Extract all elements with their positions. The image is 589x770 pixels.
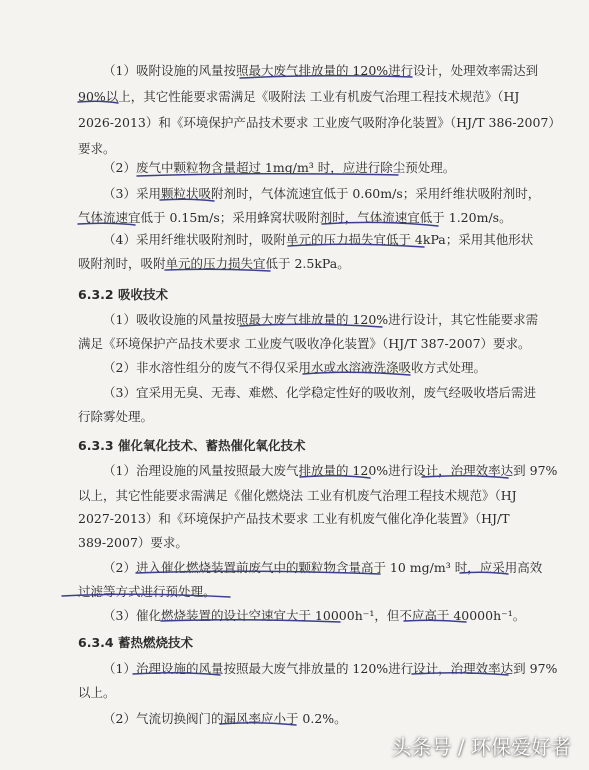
- p1-line3: 2026-2013）和《环境保护产品技术要求 工业废气吸附净化装置》（HJ/T 386-2007）: [78, 115, 561, 130]
- p6-line1: （2）非水溶性组分的废气不得仅采用水或水溶液洗涤吸收方式处理。: [103, 360, 486, 375]
- section-heading-6-3-3: 6.3.3 催化氧化技术、蓄热催化氧化技术: [78, 438, 306, 453]
- p12-line1: （2）气流切换阀门的漏风率应小于 0.2%。: [103, 711, 347, 726]
- p8-line3: 2027-2013）和《环境保护产品技术要求 工业有机废气催化净化装置》（HJ/T: [78, 511, 510, 526]
- p2-line1: （2）废气中颗粒物含量超过 1mg/m³ 时，应进行除尘预处理。: [103, 160, 456, 175]
- p4-line2: 吸附剂时，吸附单元的压力损失宜低于 2.5kPa。: [78, 256, 350, 271]
- p1-line4: 要求。: [78, 141, 116, 156]
- p5-line1: （1）吸收设施的风量按照最大废气排放量的 120%进行设计，其它性能要求需: [103, 312, 539, 327]
- section-heading-6-3-4: 6.3.4 蓄热燃烧技术: [78, 635, 193, 650]
- section-heading-6-3-2: 6.3.2 吸收技术: [78, 287, 168, 302]
- p5-line2: 满足《环境保护产品技术要求 工业废气吸收净化装置》（HJ/T 387-2007）要求。: [78, 336, 531, 351]
- p1-line1: （1）吸附设施的风量按照最大废气排放量的 120%进行设计，处理效率需达到: [103, 63, 539, 78]
- p3-line1: （3）采用颗粒状吸附剂时，气体流速宜低于 0.60m/s；采用纤维状吸附剂时，: [103, 186, 541, 201]
- watermark-text: 头条号 / 环保爱好者: [391, 735, 571, 759]
- p1-line2: 90%以上，其它性能要求需满足《吸附法 工业有机废气治理工程技术规范》（HJ: [78, 89, 520, 104]
- p3-line2: 气体流速宜低于 0.15m/s；采用蜂窝状吸附剂时，气体流速宜低于 1.20m/s。: [78, 210, 512, 225]
- p9-line1: （2）进入催化燃烧装置前废气中的颗粒物含量高于 10 mg/m³ 时，应采用高效: [103, 560, 543, 575]
- p8-line1: （1）治理设施的风量按照最大废气排放量的 120%进行设计，治理效率达到 97%: [103, 463, 558, 478]
- p7-line2: 行除雾处理。: [78, 409, 154, 424]
- p7-line1: （3）宜采用无臭、无毒、难燃、化学稳定性好的吸收剂，废气经吸收塔后需进: [103, 385, 536, 400]
- p11-line2: 以上。: [78, 685, 116, 700]
- p11-line1: （1）治理设施的风量按照最大废气排放量的 120%进行设计，治理效率达到 97%: [103, 661, 558, 676]
- p10-line1: （3）催化燃烧装置的设计空速宜大于 10000h⁻¹，但不应高于 40000h⁻¹。: [103, 608, 526, 623]
- p8-line2: 以上，其它性能要求需满足《催化燃烧法 工业有机废气治理工程技术规范》（HJ: [78, 488, 517, 503]
- p4-line1: （4）采用纤维状吸附剂时，吸附单元的压力损失宜低于 4kPa；采用其他形状: [103, 232, 534, 247]
- p8-line4: 389-2007）要求。: [78, 535, 188, 550]
- p9-line2: 过滤等方式进行预处理。: [78, 584, 216, 599]
